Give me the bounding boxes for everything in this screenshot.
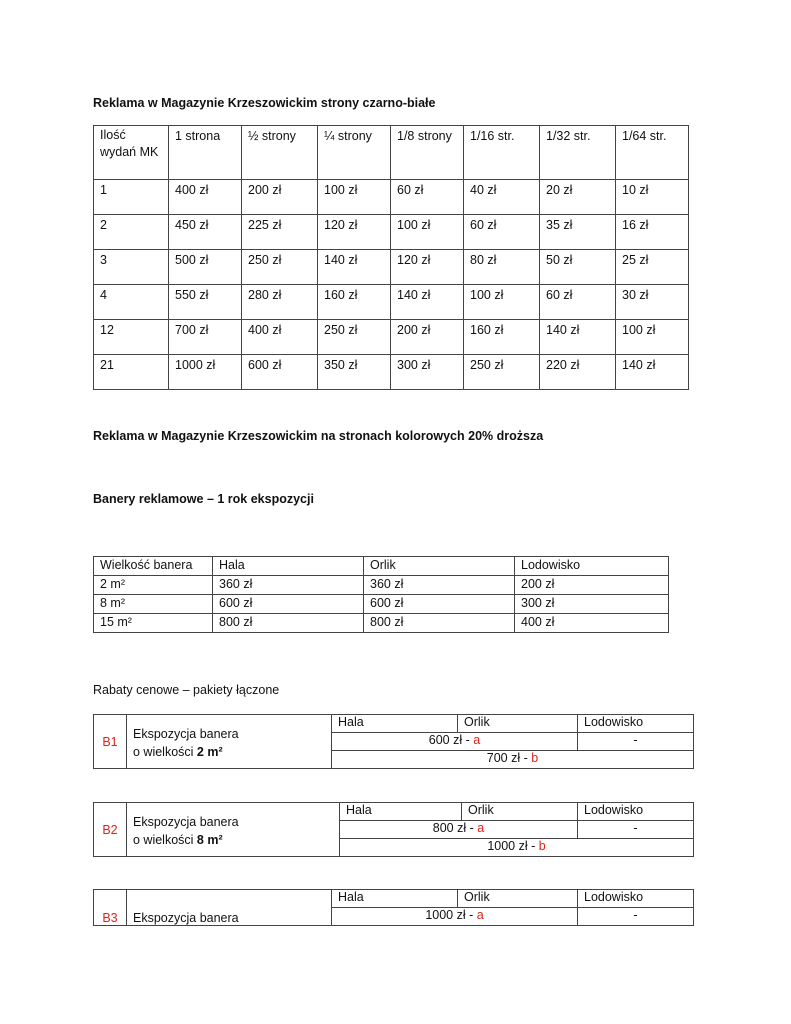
package-b2-table <box>93 802 694 857</box>
package-code-b2: B2 <box>94 803 127 857</box>
ads-row <box>94 355 689 390</box>
ads-issue-count: 2 <box>94 215 169 250</box>
ads-price-cell: 160 zł <box>464 320 540 355</box>
ads-header-cell: Ilość wydań MK <box>94 126 169 180</box>
ads-price-cell: 200 zł <box>242 180 318 215</box>
package-price-a <box>332 733 578 751</box>
venue-header-lodowisko: Lodowisko <box>578 803 694 821</box>
ads-price-cell: 700 zł <box>169 320 242 355</box>
package-b1-table <box>93 714 694 769</box>
ads-price-cell: 300 zł <box>391 355 464 390</box>
banner-price-cell: 800 zł <box>213 614 364 633</box>
ads-issue-count: 3 <box>94 250 169 285</box>
package-price-b <box>340 839 694 857</box>
ads-price-cell: 140 zł <box>616 355 689 390</box>
price-a-suffix: a <box>476 908 484 922</box>
price-b-text: 700 zł - <box>486 751 532 765</box>
ads-price-cell: 120 zł <box>318 215 391 250</box>
package-price-a <box>340 821 578 839</box>
banner-header-row <box>94 557 669 576</box>
ads-price-cell: 35 zł <box>540 215 616 250</box>
ads-issue-count: 21 <box>94 355 169 390</box>
ads-price-cell: 25 zł <box>616 250 689 285</box>
ads-price-cell: 350 zł <box>318 355 391 390</box>
price-b-text: 1000 zł - <box>487 839 539 853</box>
venue-header-lodowisko: Lodowisko <box>578 890 694 908</box>
price-a-suffix: a <box>473 733 481 747</box>
ads-header-cell: 1/32 str. <box>540 126 616 180</box>
ads-price-cell: 10 zł <box>616 180 689 215</box>
heading-discounts: Rabaty cenowe – pakiety łączone <box>93 683 280 697</box>
package-code-b1: B1 <box>94 715 127 769</box>
price-b-suffix: b <box>538 839 546 853</box>
package-desc-line1: Ekspozycja banera <box>133 815 239 829</box>
ads-price-cell: 50 zł <box>540 250 616 285</box>
price-a-text: 800 zł - <box>432 821 478 835</box>
ads-issue-count: 1 <box>94 180 169 215</box>
banner-price-table <box>93 556 669 633</box>
banner-size-cell: 2 m² <box>94 576 213 595</box>
ads-price-cell: 220 zł <box>540 355 616 390</box>
banner-price-cell: 400 zł <box>515 614 669 633</box>
ads-issue-count: 4 <box>94 285 169 320</box>
ads-price-cell: 400 zł <box>169 180 242 215</box>
ads-price-cell: 250 zł <box>464 355 540 390</box>
ads-price-cell: 200 zł <box>391 320 464 355</box>
ads-price-cell: 16 zł <box>616 215 689 250</box>
package-desc-b2 <box>127 803 340 857</box>
ads-price-cell: 20 zł <box>540 180 616 215</box>
package-desc-line1: Ekspozycja banera <box>133 727 239 741</box>
package-lodowisko-value: - <box>578 733 694 751</box>
ads-row <box>94 320 689 355</box>
ads-price-cell: 280 zł <box>242 285 318 320</box>
package-price-b <box>332 751 694 769</box>
ads-price-cell: 140 zł <box>540 320 616 355</box>
banner-header-cell: Lodowisko <box>515 557 669 576</box>
heading-color-ads: Reklama w Magazynie Krzeszowickim na stronach kolorowych 20% droższa <box>93 429 544 443</box>
ads-price-cell: 100 zł <box>616 320 689 355</box>
ads-row <box>94 180 689 215</box>
package-code-b3: B3 <box>94 890 127 926</box>
package-desc-line1: Ekspozycja banera <box>133 911 239 925</box>
ads-row <box>94 285 689 320</box>
banner-row <box>94 595 669 614</box>
ads-price-cell: 100 zł <box>391 215 464 250</box>
venue-header-hala: Hala <box>332 890 458 908</box>
price-b-suffix: b <box>531 751 539 765</box>
price-a-text: 1000 zł - <box>425 908 477 922</box>
ads-header-cell: ¼ strony <box>318 126 391 180</box>
banner-price-cell: 200 zł <box>515 576 669 595</box>
ads-price-cell: 600 zł <box>242 355 318 390</box>
ads-header-row <box>94 126 689 180</box>
ads-price-cell: 160 zł <box>318 285 391 320</box>
ads-header-cell: 1/64 str. <box>616 126 689 180</box>
banner-price-cell: 600 zł <box>213 595 364 614</box>
ads-price-cell: 60 zł <box>391 180 464 215</box>
package-size: 8 m² <box>196 833 223 847</box>
price-a-suffix: a <box>477 821 485 835</box>
ads-price-cell: 1000 zł <box>169 355 242 390</box>
ads-price-cell: 120 zł <box>391 250 464 285</box>
heading-banners: Banery reklamowe – 1 rok ekspozycji <box>93 492 314 506</box>
banner-price-cell: 600 zł <box>364 595 515 614</box>
ads-price-cell: 100 zł <box>464 285 540 320</box>
ads-issue-count: 12 <box>94 320 169 355</box>
venue-header-orlik: Orlik <box>462 803 578 821</box>
banner-header-cell: Orlik <box>364 557 515 576</box>
ads-price-table <box>93 125 689 390</box>
package-lodowisko-value: - <box>578 821 694 839</box>
package-desc-line2 <box>133 831 333 849</box>
ads-price-cell: 60 zł <box>540 285 616 320</box>
heading-bw-ads: Reklama w Magazynie Krzeszowickim strony czarno-białe <box>93 96 436 110</box>
venue-header-lodowisko: Lodowisko <box>578 715 694 733</box>
banner-price-cell: 360 zł <box>364 576 515 595</box>
package-price-a <box>332 908 578 926</box>
venue-header-hala: Hala <box>340 803 462 821</box>
ads-price-cell: 140 zł <box>391 285 464 320</box>
package-b3-table <box>93 889 694 926</box>
ads-price-cell: 60 zł <box>464 215 540 250</box>
package-desc-prefix: o wielkości <box>133 833 197 847</box>
package-desc-prefix: o wielkości <box>133 745 197 759</box>
price-a-text: 600 zł - <box>428 733 474 747</box>
ads-header-cell: 1/16 str. <box>464 126 540 180</box>
package-desc-b3 <box>127 890 332 926</box>
ads-price-cell: 140 zł <box>318 250 391 285</box>
banner-row <box>94 576 669 595</box>
ads-price-cell: 450 zł <box>169 215 242 250</box>
banner-row <box>94 614 669 633</box>
ads-row <box>94 215 689 250</box>
banner-size-cell: 8 m² <box>94 595 213 614</box>
package-desc-b1 <box>127 715 332 769</box>
ads-price-cell: 250 zł <box>242 250 318 285</box>
venue-header-hala: Hala <box>332 715 458 733</box>
banner-size-cell: 15 m² <box>94 614 213 633</box>
banner-header-cell: Wielkość banera <box>94 557 213 576</box>
package-size: 2 m² <box>196 745 223 759</box>
ads-price-cell: 400 zł <box>242 320 318 355</box>
package-desc-line2 <box>133 743 325 761</box>
banner-price-cell: 360 zł <box>213 576 364 595</box>
banner-price-cell: 300 zł <box>515 595 669 614</box>
ads-row <box>94 250 689 285</box>
ads-price-cell: 100 zł <box>318 180 391 215</box>
ads-price-cell: 500 zł <box>169 250 242 285</box>
package-lodowisko-value: - <box>578 908 694 926</box>
ads-header-cell: 1/8 strony <box>391 126 464 180</box>
ads-header-cell: ½ strony <box>242 126 318 180</box>
ads-price-cell: 40 zł <box>464 180 540 215</box>
ads-header-cell: 1 strona <box>169 126 242 180</box>
banner-price-cell: 800 zł <box>364 614 515 633</box>
banner-header-cell: Hala <box>213 557 364 576</box>
venue-header-orlik: Orlik <box>458 890 578 908</box>
ads-price-cell: 225 zł <box>242 215 318 250</box>
venue-header-orlik: Orlik <box>458 715 578 733</box>
ads-price-cell: 250 zł <box>318 320 391 355</box>
ads-price-cell: 550 zł <box>169 285 242 320</box>
ads-price-cell: 30 zł <box>616 285 689 320</box>
ads-price-cell: 80 zł <box>464 250 540 285</box>
